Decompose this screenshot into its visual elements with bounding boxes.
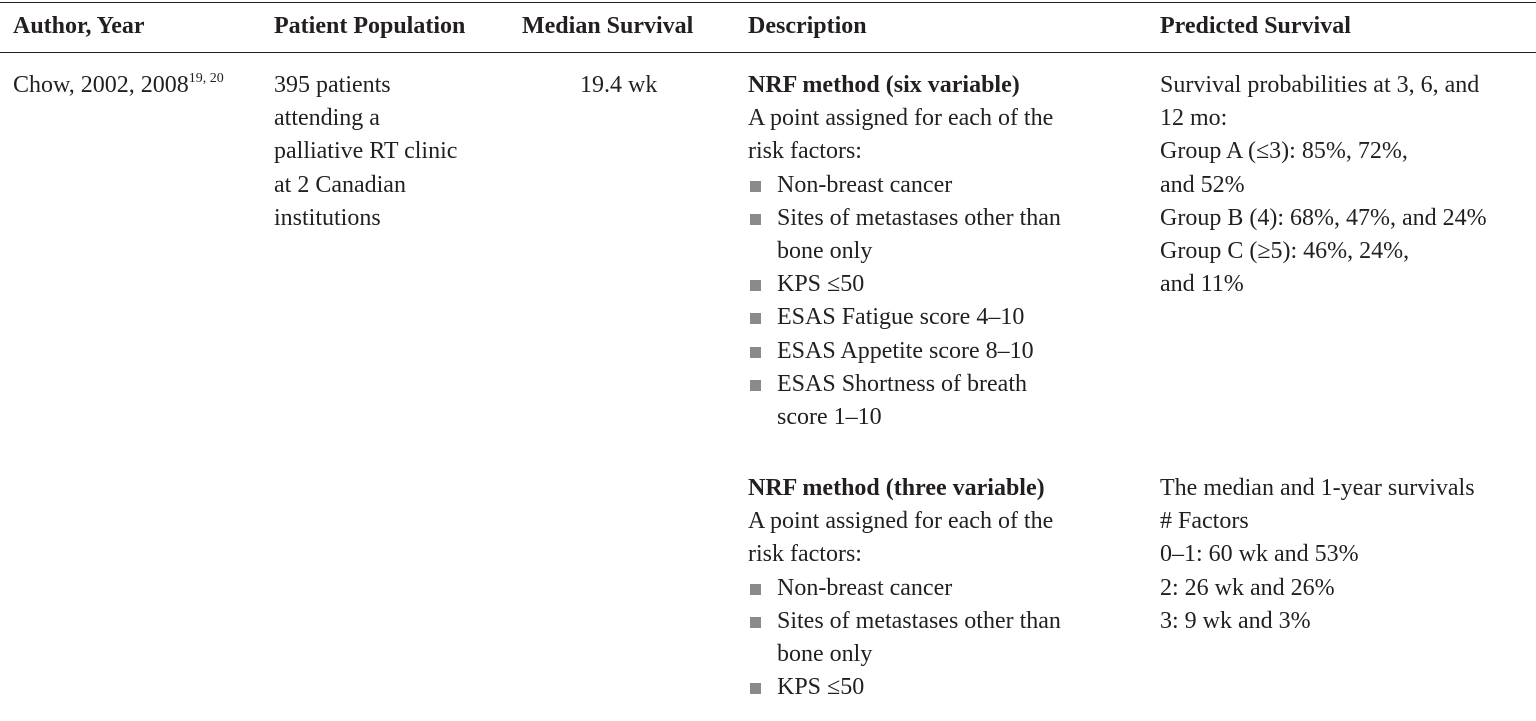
header-median-survival: Median Survival [522, 13, 694, 39]
population-line: palliative RT clinic [274, 138, 458, 165]
predicted-line: 0–1: 60 wk and 53% [1160, 541, 1359, 568]
risk-factor-item [748, 268, 1061, 301]
square-bullet-icon [750, 584, 761, 595]
risk-factor-text: Non-breast cancer [777, 574, 953, 601]
predicted-line: Group C (≥5): 46%, 24%, [1160, 238, 1410, 265]
predicted-line: # Factors [1160, 508, 1249, 535]
table-header-rule [0, 52, 1536, 53]
population-line: attending a [274, 105, 380, 132]
square-bullet-icon [750, 280, 761, 291]
author-reference-superscript: 19, 20 [188, 71, 224, 86]
author-text: Chow, 2002, 2008 [13, 72, 189, 98]
risk-factor-text: bone only [777, 238, 873, 265]
table-top-rule [0, 2, 1536, 3]
predicted-line: and 52% [1160, 171, 1245, 198]
risk-factor-item [748, 301, 1061, 334]
predicted-line: 12 mo: [1160, 105, 1228, 132]
header-description: Description [748, 13, 867, 39]
header-author-year: Author, Year [13, 13, 145, 39]
risk-factor-item [748, 335, 1061, 368]
risk-factor-text: bone only [777, 641, 873, 668]
risk-factor-item [748, 202, 1061, 268]
risk-factor-item [748, 368, 1061, 434]
risk-factor-text: ESAS Shortness of breath [777, 370, 1027, 397]
population-line: 395 patients [274, 72, 391, 98]
cell-median-survival: 19.4 wk [580, 72, 658, 98]
header-predicted-survival: Predicted Survival [1160, 13, 1351, 39]
method-intro-line: A point assigned for each of the [748, 105, 1054, 132]
method-intro-line: risk factors: [748, 541, 862, 568]
risk-factor-text: ESAS Appetite score 8–10 [777, 337, 1034, 364]
square-bullet-icon [750, 683, 761, 694]
risk-factor-item [748, 605, 1061, 671]
population-line: institutions [274, 204, 381, 231]
square-bullet-icon [750, 380, 761, 391]
risk-factor-text: ESAS Fatigue score 4–10 [777, 304, 1025, 331]
method-title: NRF method (six variable) [748, 72, 1020, 98]
square-bullet-icon [750, 181, 761, 192]
method-intro-line: risk factors: [748, 138, 862, 165]
description-method-three-variable [748, 472, 1061, 704]
risk-factor-item [748, 169, 1061, 202]
risk-factor-text: KPS ≤50 [777, 271, 865, 298]
predicted-line: 3: 9 wk and 3% [1160, 607, 1311, 634]
risk-factor-text: KPS ≤50 [777, 674, 865, 701]
predicted-survival-three-variable [1160, 472, 1475, 638]
risk-factor-text: Sites of metastases other than [777, 204, 1061, 231]
predicted-survival-six-variable [1160, 69, 1487, 301]
cell-patient-population [274, 69, 457, 235]
method-title: NRF method (three variable) [748, 475, 1045, 501]
predicted-line: Group A (≤3): 85%, 72%, [1160, 138, 1408, 165]
square-bullet-icon [750, 617, 761, 628]
risk-factor-text: score 1–10 [777, 404, 882, 431]
square-bullet-icon [750, 313, 761, 324]
predicted-line: 2: 26 wk and 26% [1160, 574, 1335, 601]
description-method-six-variable [748, 69, 1061, 434]
risk-factor-text: Non-breast cancer [777, 171, 953, 198]
cell-author-year [13, 69, 224, 102]
square-bullet-icon [750, 214, 761, 225]
predicted-line: Survival probabilities at 3, 6, and [1160, 72, 1480, 98]
risk-factor-item [748, 572, 1061, 605]
population-line: at 2 Canadian [274, 171, 406, 198]
square-bullet-icon [750, 347, 761, 358]
risk-factor-text: Sites of metastases other than [777, 607, 1061, 634]
risk-factor-item [748, 671, 1061, 704]
header-patient-population: Patient Population [274, 13, 466, 39]
method-intro-line: A point assigned for each of the [748, 508, 1054, 535]
predicted-line: Group B (4): 68%, 47%, and 24% [1160, 204, 1487, 231]
predicted-line: The median and 1-year survivals [1160, 475, 1475, 501]
predicted-line: and 11% [1160, 271, 1244, 298]
